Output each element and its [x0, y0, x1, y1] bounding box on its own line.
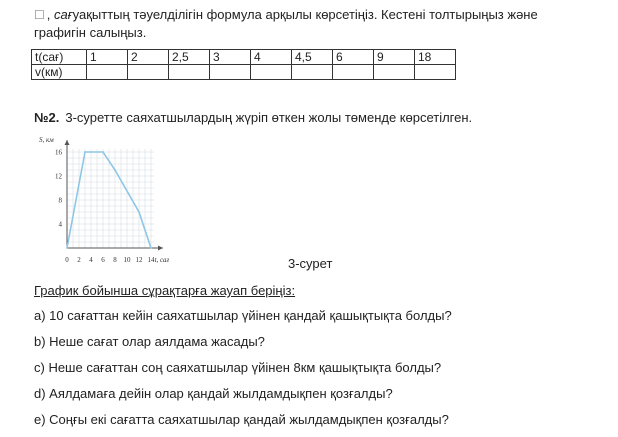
y-tick-label: 8	[58, 196, 62, 205]
x-tick-label: 4	[89, 256, 93, 264]
table-cell-t: 2	[128, 50, 169, 65]
intro-italic-word: сағ	[54, 7, 73, 22]
figure-caption: 3-сурет	[288, 256, 333, 271]
table-cell-v-empty[interactable]	[251, 65, 292, 80]
y-axis-label: S, км	[39, 136, 54, 144]
data-point	[66, 247, 68, 249]
table-cell-v-empty[interactable]	[128, 65, 169, 80]
values-table	[31, 49, 456, 80]
data-point	[102, 151, 104, 153]
table-cell-v-empty[interactable]	[333, 65, 374, 80]
table-cell-v-empty[interactable]	[210, 65, 251, 80]
distance-time-chart	[32, 136, 282, 266]
table-cell-t: 1	[87, 50, 128, 65]
table-header-t: t(сағ)	[32, 50, 87, 65]
x-tick-label: 10	[123, 256, 131, 264]
table-cell-v-empty[interactable]	[374, 65, 415, 80]
table-cell-v-empty[interactable]	[169, 65, 210, 80]
intro-line-1-text: уақыттың тәуелділігін формула арқылы көрсетіңіз. Кестені толтырыңыз және	[72, 7, 538, 22]
data-point	[84, 151, 86, 153]
task-2-text: 3-суретте саяхатшылардың жүріп өткен жолы төменде көрсетілген.	[65, 110, 473, 125]
table-cell-t: 4,5	[292, 50, 333, 65]
table-cell-t: 3	[210, 50, 251, 65]
table-cell-v-empty[interactable]	[292, 65, 333, 80]
y-tick-label: 12	[55, 172, 62, 181]
table-cell-t: 2,5	[169, 50, 210, 65]
task-2-number: №2.	[34, 110, 60, 125]
questions-intro: График бойынша сұрақтарға жауап беріңіз:	[34, 283, 296, 298]
x-axis-arrow-icon	[158, 246, 163, 251]
table-cell-t: 4	[251, 50, 292, 65]
table-header-v: v(км)	[32, 65, 87, 80]
question-c: c) Неше сағаттан соң саяхатшылар үйінен 8км қашықтықта болды?	[34, 360, 442, 375]
question-b: b) Неше сағат олар аялдама жасады?	[34, 334, 265, 349]
x-tick-label: 6	[101, 256, 105, 264]
question-a: a) 10 сағаттан кейін саяхатшылар үйінен қандай қашықтықта болды?	[34, 308, 452, 323]
task-2-heading	[34, 110, 472, 125]
x-axis-label: t, сағ	[154, 256, 170, 264]
intro-prefix: ,	[46, 7, 54, 22]
x-tick-label: 0	[65, 256, 69, 264]
data-point	[138, 211, 140, 213]
table-row-t	[32, 50, 456, 65]
table-cell-t: 6	[333, 50, 374, 65]
x-tick-label: 12	[135, 256, 143, 264]
intro-line-1	[34, 7, 538, 22]
x-tick-label: 14	[147, 256, 155, 264]
table-row-v	[32, 65, 456, 80]
table-cell-t: 9	[374, 50, 415, 65]
checkbox-glyph-icon: ☐	[34, 8, 45, 22]
question-e: e) Соңғы екі сағатта саяхатшылар қандай жылдамдықпен қозғалды?	[34, 412, 449, 427]
data-point	[114, 169, 116, 171]
y-axis-arrow-icon	[65, 140, 70, 145]
table-cell-v-empty[interactable]	[87, 65, 128, 80]
y-tick-label: 16	[55, 148, 62, 157]
y-tick-label: 4	[58, 220, 62, 229]
intro-line-2: графигін салыңыз.	[34, 25, 147, 40]
table-cell-v-empty[interactable]	[415, 65, 456, 80]
x-tick-label: 2	[77, 256, 81, 264]
x-tick-label: 8	[113, 256, 117, 264]
table-cell-t: 18	[415, 50, 456, 65]
question-d: d) Аялдамаға дейін олар қандай жылдамдықпен қозғалды?	[34, 386, 393, 401]
data-point	[150, 247, 152, 249]
